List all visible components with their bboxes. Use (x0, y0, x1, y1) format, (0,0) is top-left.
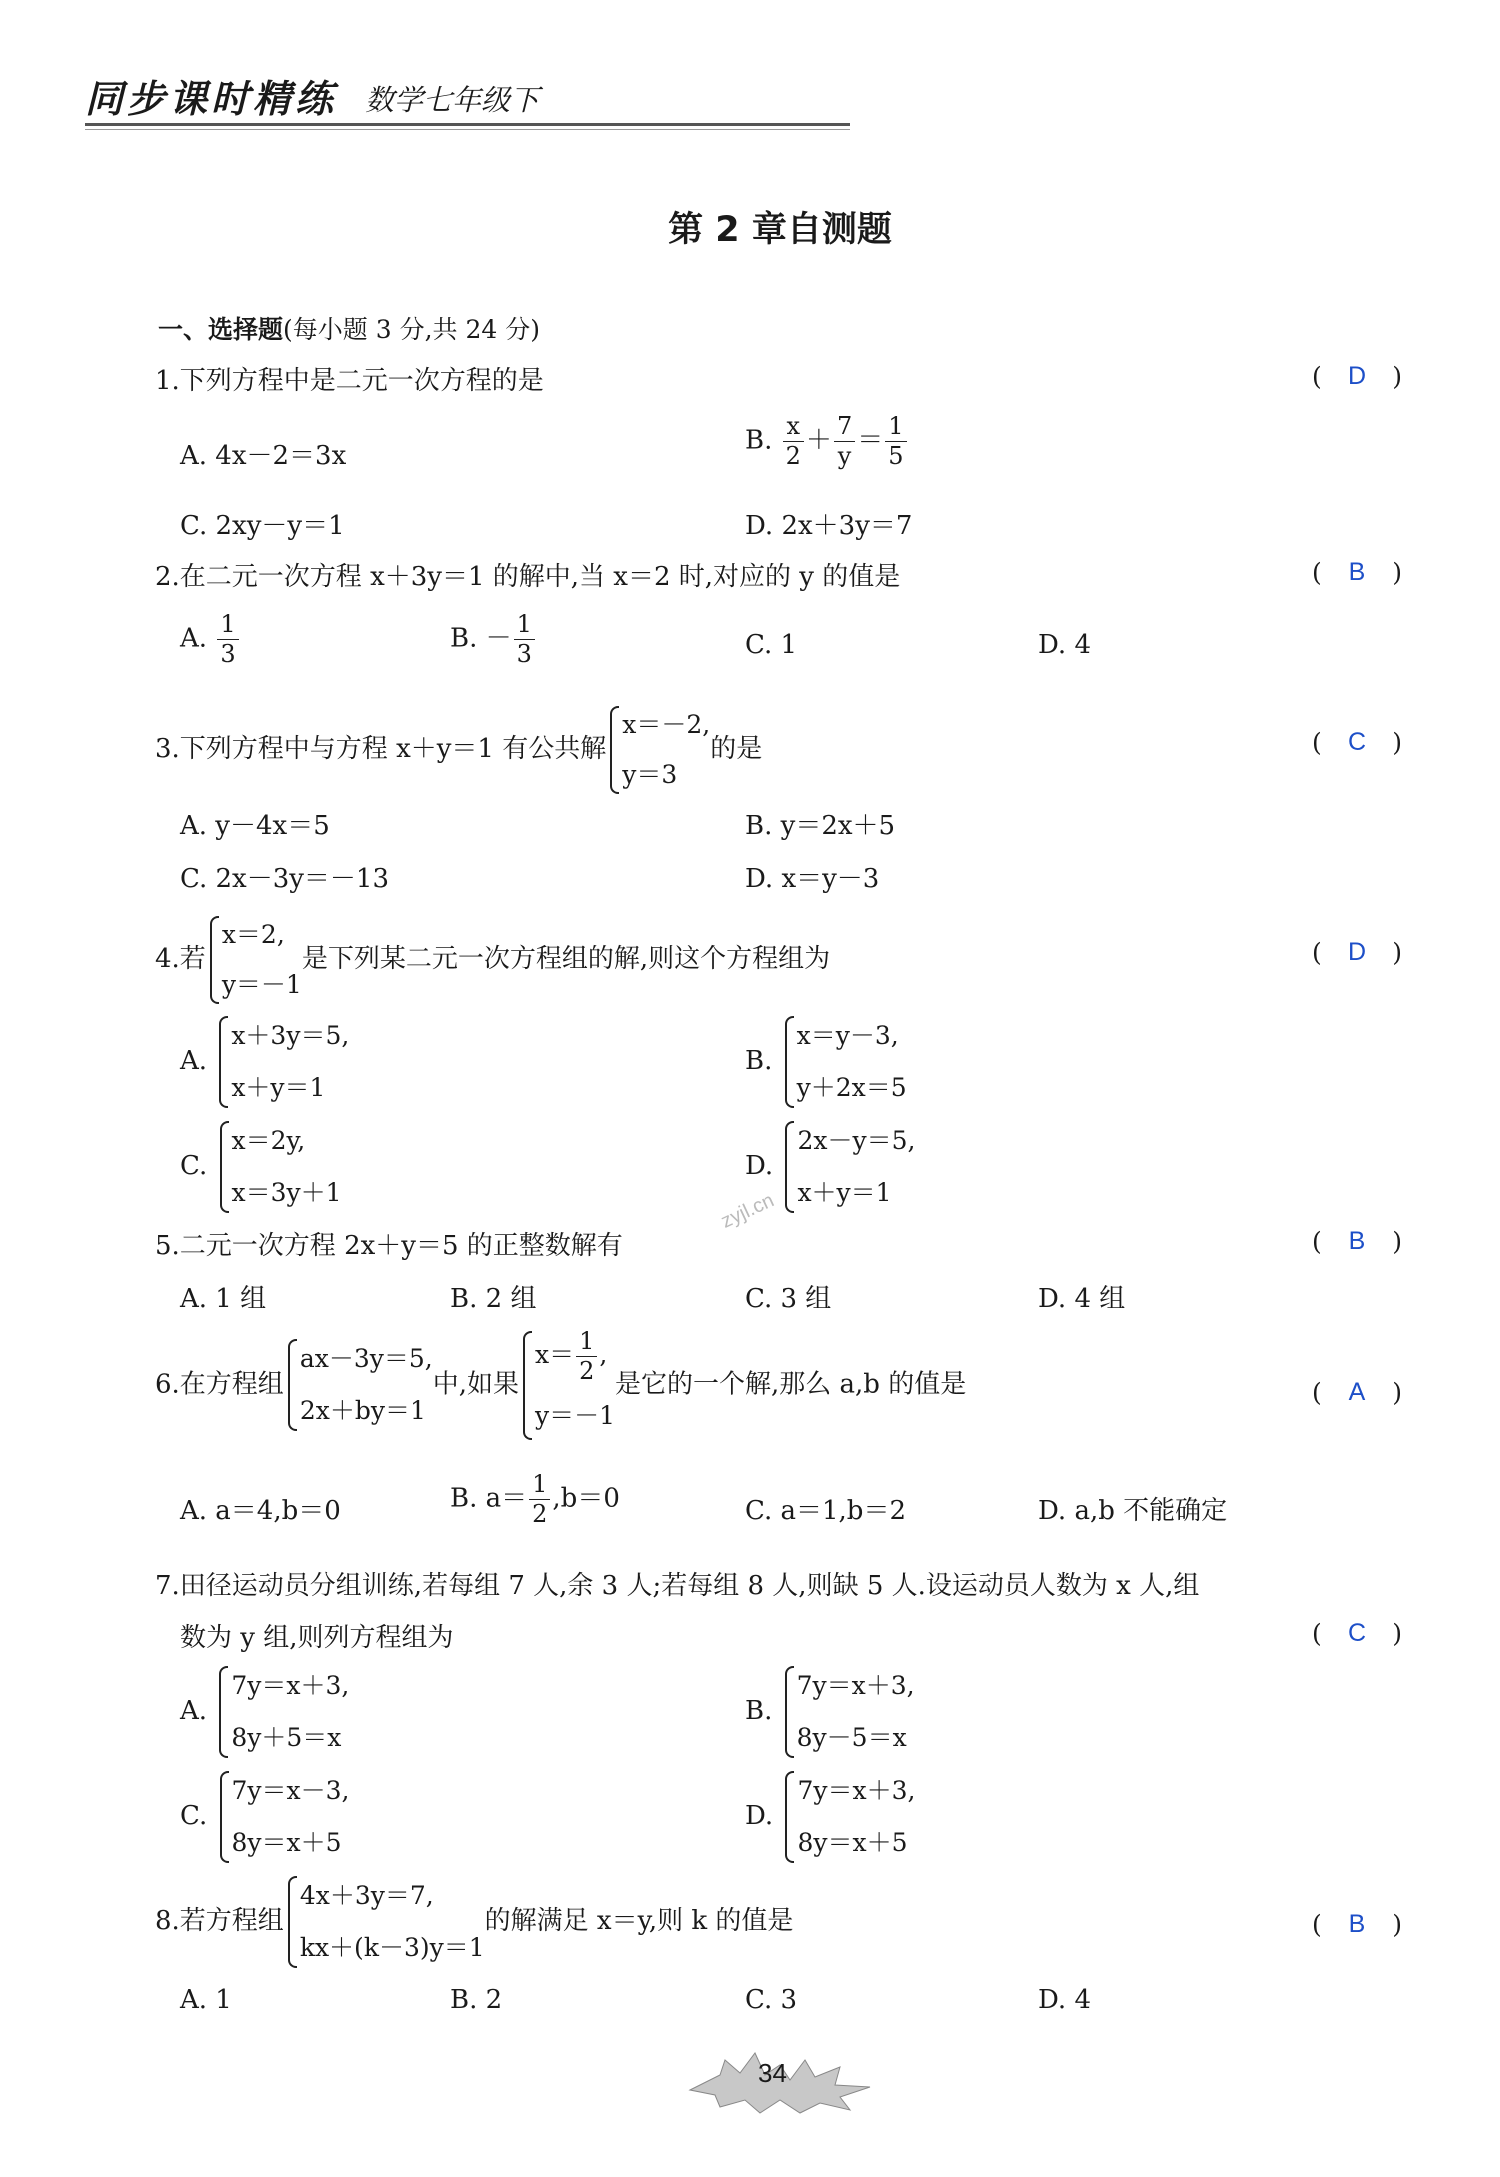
q3-option-b: B. y＝2x＋5 (745, 811, 896, 841)
q2-option-a: A. $\frac{1}{3}$ (180, 610, 241, 669)
q4-option-b: B. x＝y－3, y＋2x＝5 (745, 1010, 907, 1114)
q1-option-a: A. 4x－2＝3x (180, 441, 347, 471)
q8-option-b: B. 2 (450, 1985, 503, 2015)
q7-option-a: A. 7y＝x＋3, 8y＋5＝x (180, 1660, 349, 1764)
q8-option-c: C. 3 (745, 1985, 798, 2015)
q5-option-d: D. 4 组 (1038, 1284, 1126, 1314)
series-title: 同步课时精练 (85, 77, 338, 121)
q8-option-a: A. 1 (180, 1985, 232, 2015)
question-1-stem: 1.下列方程中是二元一次方程的是 (155, 366, 544, 396)
q1-option-c: C. 2xy－y＝1 (180, 511, 345, 541)
q4-option-d: D. 2x－y＝5, x＋y＝1 (745, 1115, 915, 1219)
header-rule (85, 123, 850, 126)
q6-option-b: B. a＝ $\frac{1}{2}$ ,b＝0 (450, 1470, 620, 1528)
q4-option-c: C. x＝2y, x＝3y＋1 (180, 1115, 342, 1219)
question-6-stem: 6.在方程组 ax－3y＝5, 2x＋by＝1 中,如果 x＝ $\frac{1}{2}$ , y＝－1 是它的一个解,那么 a,b 的值是 (155, 1325, 966, 1446)
q7-option-c: C. 7y＝x－3, 8y＝x＋5 (180, 1765, 349, 1869)
q6-option-c: C. a＝1,b＝2 (745, 1496, 906, 1526)
q1-option-d: D. 2x＋3y＝7 (745, 511, 913, 541)
question-4-stem: 4.若 x＝2, y＝－1 是下列某二元一次方程组的解,则这个方程组为 (155, 910, 830, 1010)
question-7-stem-line2: 数为 y 组,则列方程组为 (180, 1623, 454, 1653)
q6-option-a: A. a＝4,b＝0 (180, 1496, 341, 1526)
question-8-stem: 8.若方程组 4x＋3y＝7, kx＋(k－3)y＝1 的解满足 x＝y,则 k 的值是 (155, 1870, 793, 1974)
question-3-stem: 3.下列方程中与方程 x＋y＝1 有公共解 x＝－2, y＝3 的是 (155, 700, 762, 800)
q4-option-a: A. x＋3y＝5, x＋y＝1 (180, 1010, 349, 1114)
page-title: 第 2 章自测题 (668, 210, 892, 250)
q3-option-d: D. x＝y－3 (745, 864, 880, 894)
q6-option-d: D. a,b 不能确定 (1038, 1496, 1228, 1526)
header-rule-thin (85, 129, 850, 130)
q7-option-d: D. 7y＝x＋3, 8y＝x＋5 (745, 1765, 915, 1869)
q3-option-c: C. 2x－3y＝－13 (180, 864, 390, 894)
q3-option-a: A. y－4x＝5 (180, 811, 330, 841)
q2-option-d: D. 4 (1038, 630, 1091, 660)
q2-option-c: C. 1 (745, 630, 798, 660)
watermark: zyjl.cn (717, 1189, 778, 1233)
question-7-stem-line1: 7.田径运动员分组训练,若每组 7 人,余 3 人;若每组 8 人,则缺 5 人.设运动员人数为 x 人,组 (155, 1571, 1200, 1601)
section-heading: 一、选择题(每小题 3 分,共 24 分) (158, 315, 540, 344)
question-5-stem: 5.二元一次方程 2x＋y＝5 的正整数解有 (155, 1231, 623, 1261)
q5-option-c: C. 3 组 (745, 1284, 832, 1314)
q5-option-a: A. 1 组 (180, 1284, 267, 1314)
page-number: 34 (758, 2058, 787, 2088)
subject-subtitle: 数学七年级下 (365, 83, 540, 117)
q2-option-b: B. － $\frac{1}{3}$ (450, 610, 537, 669)
q8-option-d: D. 4 (1038, 1985, 1091, 2015)
q7-option-b: B. 7y＝x＋3, 8y－5＝x (745, 1660, 915, 1764)
q1-option-b: B. $\frac{x}{2}$ ＋ $\frac{7}{y}$ ＝ $\frac{1}{5}$ (745, 412, 909, 471)
question-2-stem: 2.在二元一次方程 x＋3y＝1 的解中,当 x＝2 时,对应的 y 的值是 (155, 562, 901, 592)
q5-option-b: B. 2 组 (450, 1284, 537, 1314)
